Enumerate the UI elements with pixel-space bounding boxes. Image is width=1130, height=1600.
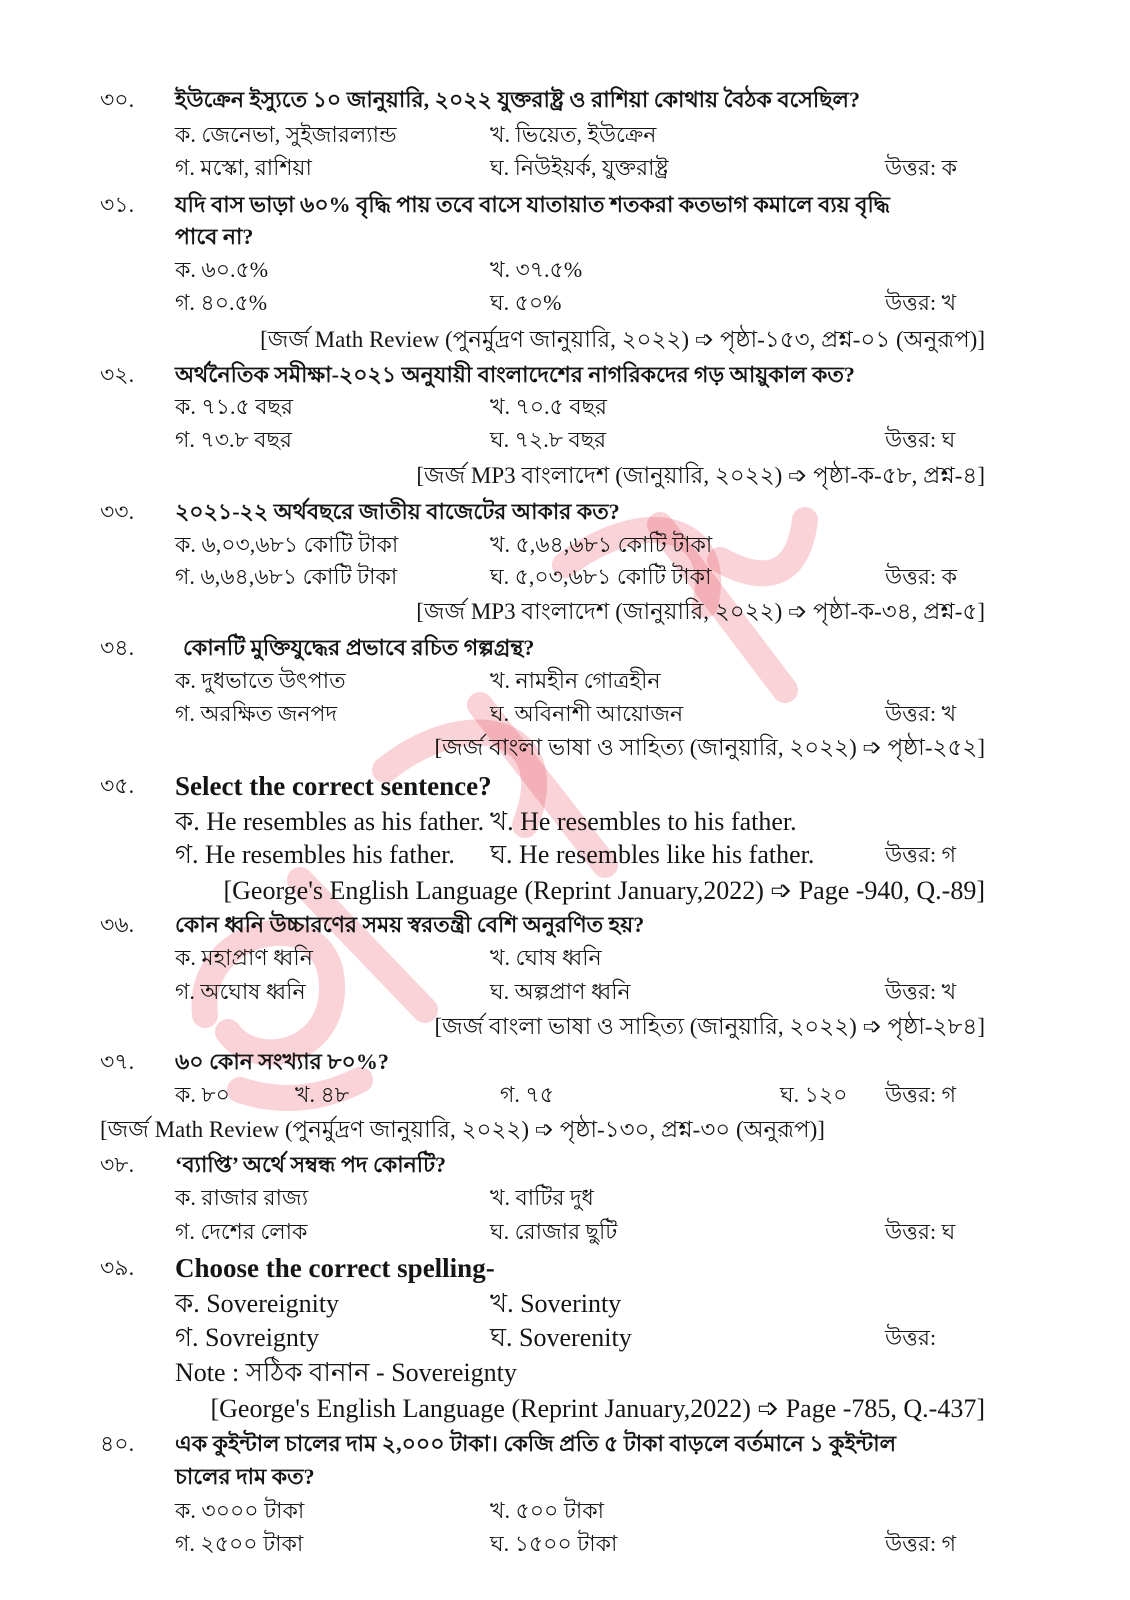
question-text: Select the correct sentence? [175,771,492,801]
reference: [জর্জ বাংলা ভাষা ও সাহিত্য (জানুয়ারি, ২০২২) ➩ পৃষ্ঠা-২৮৪] [434,1014,985,1039]
option-ga: গ. ৪০.৫% [175,290,268,315]
option-ka: ক. রাজার রাজ্য [175,1185,309,1210]
option-ka: ক. জেনেভা, সুইজারল্যান্ড [175,122,397,147]
option-gha: ঘ. অল্পপ্রাণ ধ্বনি [490,979,631,1004]
question-text: ৬০ কোন সংখ্যার ৮০%? [175,1049,389,1074]
question-number: ৩০. [100,87,135,112]
question-text: ইউক্রেন ইস্যুতে ১০ জানুয়ারি, ২০২২ যুক্তরাষ্ট্র ও রাশিয়া কোথায় বৈঠক বসেছিল? [175,87,860,112]
answer: উত্তর: গ [885,1531,957,1556]
option-ka: ক. মহাপ্রাণ ধ্বনি [175,945,313,970]
question-number: ৩৬. [100,912,135,937]
question-number: ৩৪. [100,635,135,660]
option-kha: খ. ৫,৬৪,৬৮১ কোটি টাকা [490,532,713,557]
option-kha: খ. ঘোষ ধ্বনি [490,945,602,970]
option-kha: খ. ৫০০ টাকা [490,1498,604,1523]
question-text: Choose the correct spelling- [175,1253,495,1283]
option-ka: ক. ৬,০৩,৬৮১ কোটি টাকা [175,532,399,557]
answer: উত্তর: খ [885,290,957,315]
question-text: ‘ব্যাপ্তি’ অর্থে সম্বন্ধ পদ কোনটি? [175,1152,447,1177]
option-ga: গ. দেশের লোক [175,1219,308,1244]
option-kha: খ. ৩৭.৫% [490,257,583,282]
option-kha: খ. ৭০.৫ বছর [490,394,608,419]
question-text: কোন ধ্বনি উচ্চারণের সময় স্বরতন্ত্রী বেশি অনুরণিত হয়? [175,912,645,937]
reference: [জর্জ বাংলা ভাষা ও সাহিত্য (জানুয়ারি, ২০২২) ➩ পৃষ্ঠা-২৫২] [434,735,985,760]
question-text: চালের দাম কত? [175,1464,315,1489]
answer: উত্তর: ক [885,564,957,589]
question-text: এক কুইন্টাল চালের দাম ২,০০০ টাকা। কেজি প্রতি ৫ টাকা বাড়লে বর্তমানে ১ কুইন্টাল [175,1431,897,1456]
answer: উত্তর: ঘ [885,427,956,452]
option-gha: ঘ. He resembles like his father. [490,840,815,869]
question-number: ৩৩. [100,499,135,524]
option-gha: ঘ. ৫০% [490,290,562,315]
question-number: ৩১. [100,192,135,217]
reference: [জর্জ Math Review (পুনর্মুদ্রণ জানুয়ারি, ২০২২) ➩ পৃষ্ঠা-১৫৩, প্রশ্ন-০১ (অনুরূপ)] [260,327,985,352]
reference: [জর্জ MP3 বাংলাদেশ (জানুয়ারি, ২০২২) ➩ পৃষ্ঠা-ক-৩৪, প্রশ্ন-৫] [416,599,985,624]
option-gha: ঘ. ১৫০০ টাকা [490,1531,618,1556]
question-text: ২০২১-২২ অর্থবছরে জাতীয় বাজেটের আকার কত? [175,499,620,524]
reference: [জর্জ MP3 বাংলাদেশ (জানুয়ারি, ২০২২) ➩ পৃষ্ঠা-ক-৫৮, প্রশ্ন-৪] [416,463,985,488]
option-ka: ক. ৮০ [175,1082,230,1107]
option-ka: ক. দুধভাতে উৎপাত [175,668,346,693]
option-ka: ক. Sovereignity [175,1289,340,1318]
option-ka: ক. He resembles as his father. [175,807,485,836]
option-kha: খ. He resembles to his father. [490,807,797,836]
question-number: ৩৭. [100,1049,135,1074]
option-gha: ঘ. অবিনাশী আয়োজন [490,701,684,726]
option-kha: খ. Soverinty [490,1289,622,1318]
option-ga: গ. ৭৫ [500,1082,554,1107]
option-gha: ঘ. ৫,০৩,৬৮১ কোটি টাকা [490,564,712,589]
question-text: পাবে না? [175,224,254,249]
option-ga: গ. He resembles his father. [175,840,455,869]
option-ga: গ. ২৫০০ টাকা [175,1531,304,1556]
answer: উত্তর: গ [885,842,957,867]
option-ga: গ. Sovreignty [175,1323,320,1352]
option-ka: ক. ৬০.৫% [175,257,269,282]
option-ga: গ. মস্কো, রাশিয়া [175,155,312,180]
question-text: যদি বাস ভাড়া ৬০% বৃদ্ধি পায় তবে বাসে যাতায়াত শতকরা কতভাগ কমালে ব্যয় বৃদ্ধি [175,192,890,217]
answer: উত্তর: [885,1325,937,1350]
reference: [George's English Language (Reprint January,2022) ➩ Page -940, Q.-89] [223,876,985,905]
option-kha: খ. বাটির দুধ [490,1185,594,1210]
option-kha: খ. ৪৮ [295,1082,349,1107]
option-gha: ঘ. Soverenity [490,1323,632,1352]
question-number: ৩৯. [100,1255,135,1280]
answer: উত্তর: খ [885,701,957,726]
option-ka: ক. ৩০০০ টাকা [175,1498,305,1523]
option-gha: ঘ. রোজার ছুটি [490,1219,618,1244]
question-number: ৩৫. [100,773,135,798]
question-text: অর্থনৈতিক সমীক্ষা-২০২১ অনুযায়ী বাংলাদেশের নাগরিকদের গড় আয়ুকাল কত? [175,362,855,387]
option-ga: গ. অঘোষ ধ্বনি [175,979,306,1004]
option-ga: গ. অরক্ষিত জনপদ [175,701,338,726]
question-number: ৪০. [100,1431,135,1456]
answer: উত্তর: ক [885,155,957,180]
option-gha: ঘ. ১২০ [780,1082,848,1107]
option-kha: খ. ভিয়েত, ইউক্রেন [490,122,657,147]
question-number: ৩৮. [100,1152,135,1177]
option-kha: খ. নামহীন গোত্রহীন [490,668,661,693]
option-gha: ঘ. নিউইয়র্ক, যুক্তরাষ্ট্র [490,155,669,180]
question-number: ৩২. [100,362,135,387]
note: Note : সঠিক বানান - Sovereignty [175,1358,517,1387]
option-ka: ক. ৭১.৫ বছর [175,394,293,419]
answer: উত্তর: গ [885,1082,957,1107]
reference: [জর্জ Math Review (পুনর্মুদ্রণ জানুয়ারি, ২০২২) ➩ পৃষ্ঠা-১৩০, প্রশ্ন-৩০ (অনুরূপ)] [100,1117,825,1142]
option-ga: গ. ৭৩.৮ বছর [175,427,292,452]
answer: উত্তর: ঘ [885,1219,956,1244]
question-text: কোনটি মুক্তিযুদ্ধের প্রভাবে রচিত গল্পগ্রন্থ? [183,635,535,660]
reference: [George's English Language (Reprint January,2022) ➩ Page -785, Q.-437] [210,1394,985,1423]
option-ga: গ. ৬,৬৪,৬৮১ কোটি টাকা [175,564,398,589]
option-gha: ঘ. ৭২.৮ বছর [490,427,607,452]
answer: উত্তর: খ [885,979,957,1004]
